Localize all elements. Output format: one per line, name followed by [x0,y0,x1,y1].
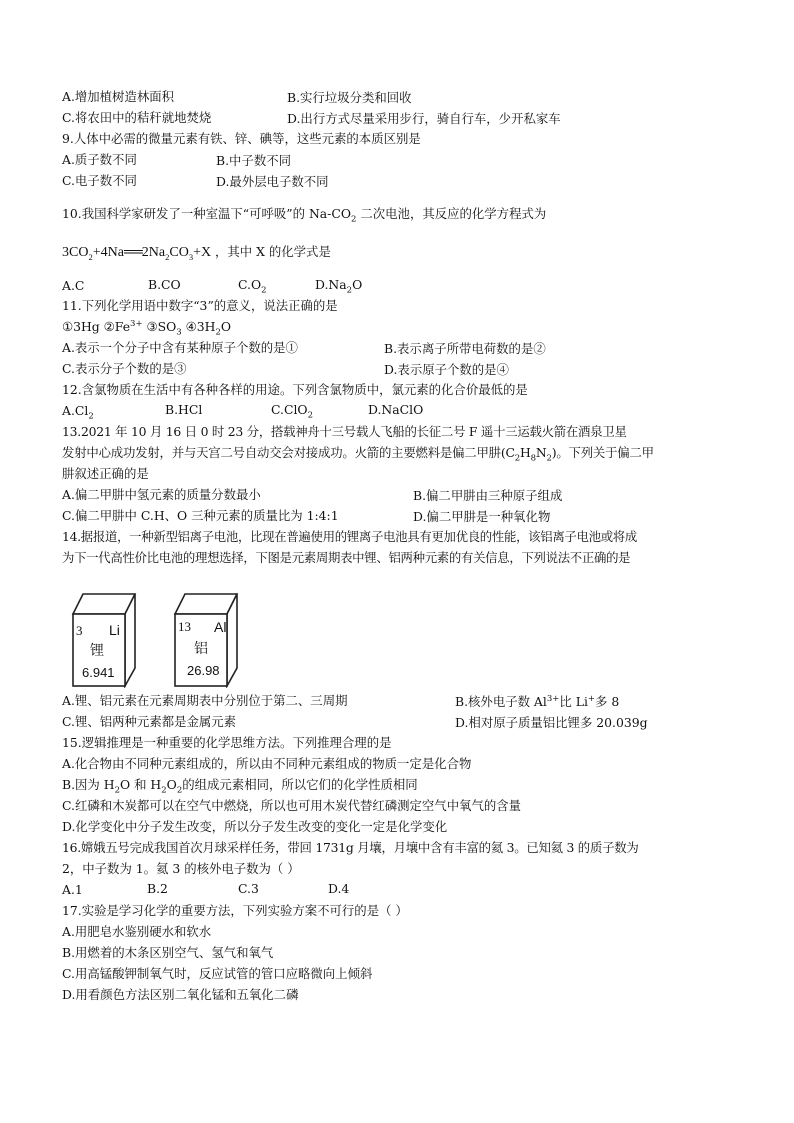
q11-option-b: B.表示离子所带电荷数的是② [384,341,546,356]
q15-stem: 15.逻辑推理是一种重要的化学思维方法。下列推理合理的是 [62,735,392,750]
q11-option-a: A.表示一个分子中含有某种原子个数的是① [62,340,298,355]
element-card-aluminium [169,592,241,688]
element-name: 锂 [90,643,104,659]
q14-option-d: D.相对原子质量铝比锂多 20.039g [455,715,648,730]
q10-option-d: $D.Na_2O$ [315,277,363,296]
q9-option-b: B.中子数不同 [216,153,291,168]
q14-option-b: B.核外电子数 $Al^{3+}$比 Li+多 8 [455,693,620,709]
q13-line2: 发射中心成功发射，并与天宫二号自动交会对接成功。火箭的主要燃料是偏二甲肼$(C_2H_8N_2)$。下列关于偏二甲 [62,445,654,464]
element-card-lithium [67,592,139,688]
q12-option-c: C.ClO$_2$ [271,402,314,421]
q12-option-b: B.HCl [165,402,203,417]
q14-option-c: C.锂、铝两种元素都是金属元素 [62,714,237,729]
q9-option-a: A.质子数不同 [62,152,137,167]
q15-option-d: D.化学变化中分子发生改变，所以分子发生改变的变化一定是化学变化 [62,819,448,834]
q10-stem: 10.我国科学家研发了一种室温下“可呼吸”的 $Na-CO_2$ 二次电池，其反应的化学方程式为 [62,206,547,225]
q15-option-b: B.因为 $H_2O$ 和 $H_2O_2$的组成元素相同，所以它们的化学性质相同 [62,777,418,796]
element-symbol: Li [109,622,120,638]
q17-stem: 17.实验是学习化学的重要方法，下列实验方案不可行的是（ ） [62,903,408,918]
q12-option-a: $A.Cl_2$ [62,403,94,422]
q15-option-a: A.化合物由不同种元素组成的，所以由不同种元素组成的物质一定是化合物 [62,756,472,771]
element-number: 3 [76,623,83,638]
q8-option-b: B.实行垃圾分类和回收 [287,90,412,105]
q11-option-d: D.表示原子个数的是④ [384,362,509,377]
q13-option-b: B.偏二甲肼由三种原子组成 [413,488,563,503]
element-mass: 6.941 [82,665,115,680]
element-symbol: Al [214,619,227,635]
q16-line2: 2，中子数为 1。氦 3 的核外电子数为（ ） [62,861,300,876]
q10-option-c: $C.O_2$ [238,277,267,296]
q13-line3: 肼叙述正确的是 [62,466,149,481]
q11-stem: 11.下列化学用语中数字“3”的意义，说法正确的是 [62,298,338,313]
q13-option-c: C.偏二甲肼中 C.H、O 三种元素的质量比为 1:4:1 [62,508,339,523]
q17-option-b: B.用燃着的木条区别空气、氢气和氧气 [62,945,274,960]
q9-option-d: D.最外层电子数不同 [216,174,329,189]
q13-option-a: A.偏二甲肼中氢元素的质量分数最小 [62,487,261,502]
q14-option-a: A.锂、铝元素在元素周期表中分别位于第二、三周期 [62,693,348,708]
q15-option-c: C.红磷和木炭都可以在空气中燃烧，所以也可用木炭代替红磷测定空气中氧气的含量 [62,798,522,813]
q8-option-a: A.增加植树造林面积 [62,89,175,104]
q10-option-b: B.CO [148,277,181,292]
q13-line1: 13.2021 年 10 月 16 日 0 时 23 分，搭载神舟十三号载人飞船的长征二号 F 遥十三运载火箭在酒泉卫星 [62,424,627,439]
q11-items: ①3Hg $②Fe^{3+}$ $③SO_3$ $④3H_2O$ [62,318,232,338]
q11-option-c: C.表示分子个数的是③ [62,361,187,376]
q10-equation-line: $3CO_2+4Na══2Na_2CO_3+X$ ，其中 X 的化学式是 [62,244,331,262]
q16-option-c: C.3 [238,881,259,896]
element-name: 铝 [194,641,208,657]
q17-option-c: C.用高锰酸钾制氧气时，反应试管的管口应略微向上倾斜 [62,966,373,981]
q8-option-d: D.出行方式尽量采用步行，骑自行车，少开私家车 [287,111,561,126]
q10-option-a: A.C [62,278,85,293]
q16-option-b: B.2 [147,881,168,896]
element-number: 13 [178,619,191,634]
q12-stem: 12.含氯物质在生活中有各种各样的用途。下列含氯物质中，氯元素的化合价最低的是 [62,382,528,397]
q8-option-c: C.将农田中的秸秆就地焚烧 [62,110,212,125]
q16-option-d: D.4 [328,881,350,896]
element-mass: 26.98 [187,663,220,678]
q16-line1: 16.嫦娥五号完成我国首次月球采样任务，带回 1731g 月壤，月壤中含有丰富的氦 3。已知氦 3 的质子数为 [62,840,639,855]
q14-line1: 14.据报道，一种新型铝离子电池，比现在普遍使用的锂离子电池具有更加优良的性能，该铝离子电池或将成 [62,529,637,544]
q9-stem: 9.人体中必需的微量元素有铁、锌、碘等，这些元素的本质区别是 [62,131,421,146]
q13-option-d: D.偏二甲肼是一种氧化物 [413,509,551,524]
q14-line2: 为下一代高性价比电池的理想选择，下图是元素周期表中锂、铝两种元素的有关信息，下列说法不正确的是 [62,550,631,565]
chemical-equation: $3CO_2+4Na══2Na_2CO_3+X$ [62,245,212,262]
q17-option-a: A.用肥皂水鉴别硬水和软水 [62,924,212,939]
q16-option-a: A.1 [62,882,83,897]
q17-option-d: D.用看颜色方法区别二氧化锰和五氧化二磷 [62,987,299,1002]
q12-option-d: D.NaClO [368,402,424,417]
q9-option-c: C.电子数不同 [62,173,137,188]
